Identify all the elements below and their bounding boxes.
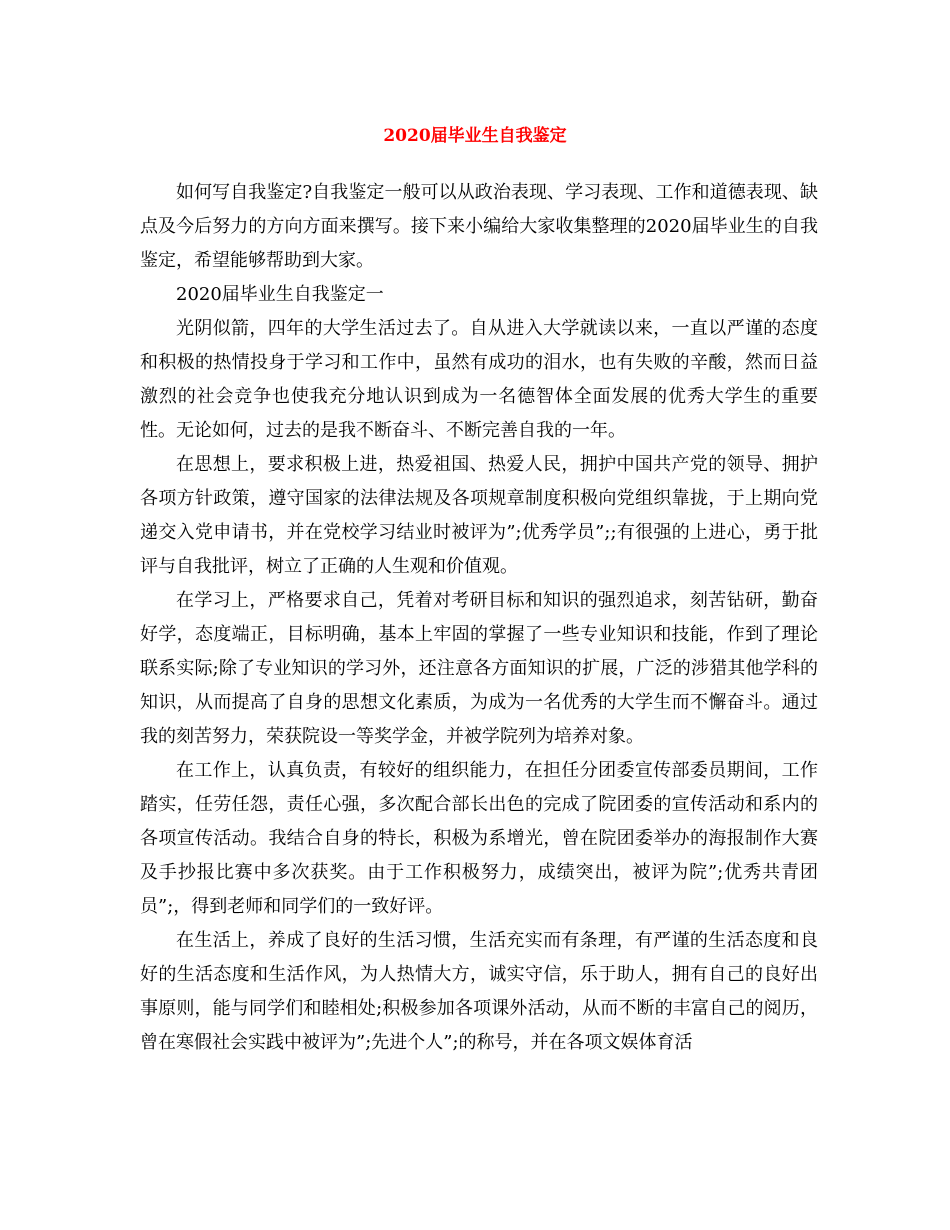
body-paragraph: 在工作上，认真负责，有较好的组织能力，在担任分团委宣传部委员期间，工作踏实，任劳任怨，责任心强，多次配合部长出色的完成了院团委的宣传活动和系内的各项宣传活动。我结合自身的特长，积极为系增光，曾在院团委举办的海报制作大赛及手抄报比赛中多次获奖。由于工作积极努力，成绩突出，被评为院”;优秀共青团员”;，得到老师和同学们的一致好评。 <box>140 760 818 917</box>
body-paragraph: 在生活上，养成了良好的生活习惯，生活充实而有条理，有严谨的生活态度和良好的生活态度和生活作风，为人热情大方，诚实守信，乐于助人，拥有自己的良好出事原则，能与同学们和睦相处;积极参加各项课外活动，从而不断的丰富自己的阅历，曾在寒假社会实践中被评为”;先进个人”;的称号，并在各项文娱体育活 <box>140 930 818 1053</box>
body-paragraph: 光阴似箭，四年的大学生活过去了。自从进入大学就读以来，一直以严谨的态度和积极的热情投身于学习和工作中，虽然有成功的泪水，也有失败的辛酸，然而日益激烈的社会竞争也使我充分地认识到成为一名德智体全面发展的优秀大学生的重要性。无论如何，过去的是我不断奋斗、不断完善自我的一年。 <box>140 318 818 441</box>
document-title: 2020届毕业生自我鉴定 <box>383 126 567 146</box>
intro-paragraph: 如何写自我鉴定?自我鉴定一般可以从政治表现、学习表现、工作和道德表现、缺点及今后努力的方向方面来撰写。接下来小编给大家收集整理的2020届毕业生的自我鉴定，希望能够帮助到大家。 <box>140 182 818 271</box>
document-body <box>140 176 818 1060</box>
section-heading: 2020届毕业生自我鉴定一 <box>176 284 384 305</box>
body-paragraph: 在思想上，要求积极上进，热爱祖国、热爱人民，拥护中国共产党的领导、拥护 各项方针政策，遵守国家的法律法规及各项规章制度积极向党组织靠拢，于上期向党递交入党申请书，并在党校学习结业时被评为”;优秀学员”;;有很强的上进心，勇于批评与自我批评，树立了正确的人生观和价值观。 <box>140 454 818 577</box>
body-paragraph: 在学习上，严格要求自己，凭着对考研目标和知识的强烈追求，刻苦钻研，勤奋好学，态度端正，目标明确，基本上牢固的掌握了一些专业知识和技能，作到了理论联系实际;除了专业知识的学习外，还注意各方面知识的扩展，广泛的涉猎其他学科的知识，从而提高了自身的思想文化素质，为成为一名优秀的大学生而不懈奋斗。通过我的刻苦努力，荣获院设一等奖学金，并被学院列为培养对象。 <box>140 590 818 747</box>
